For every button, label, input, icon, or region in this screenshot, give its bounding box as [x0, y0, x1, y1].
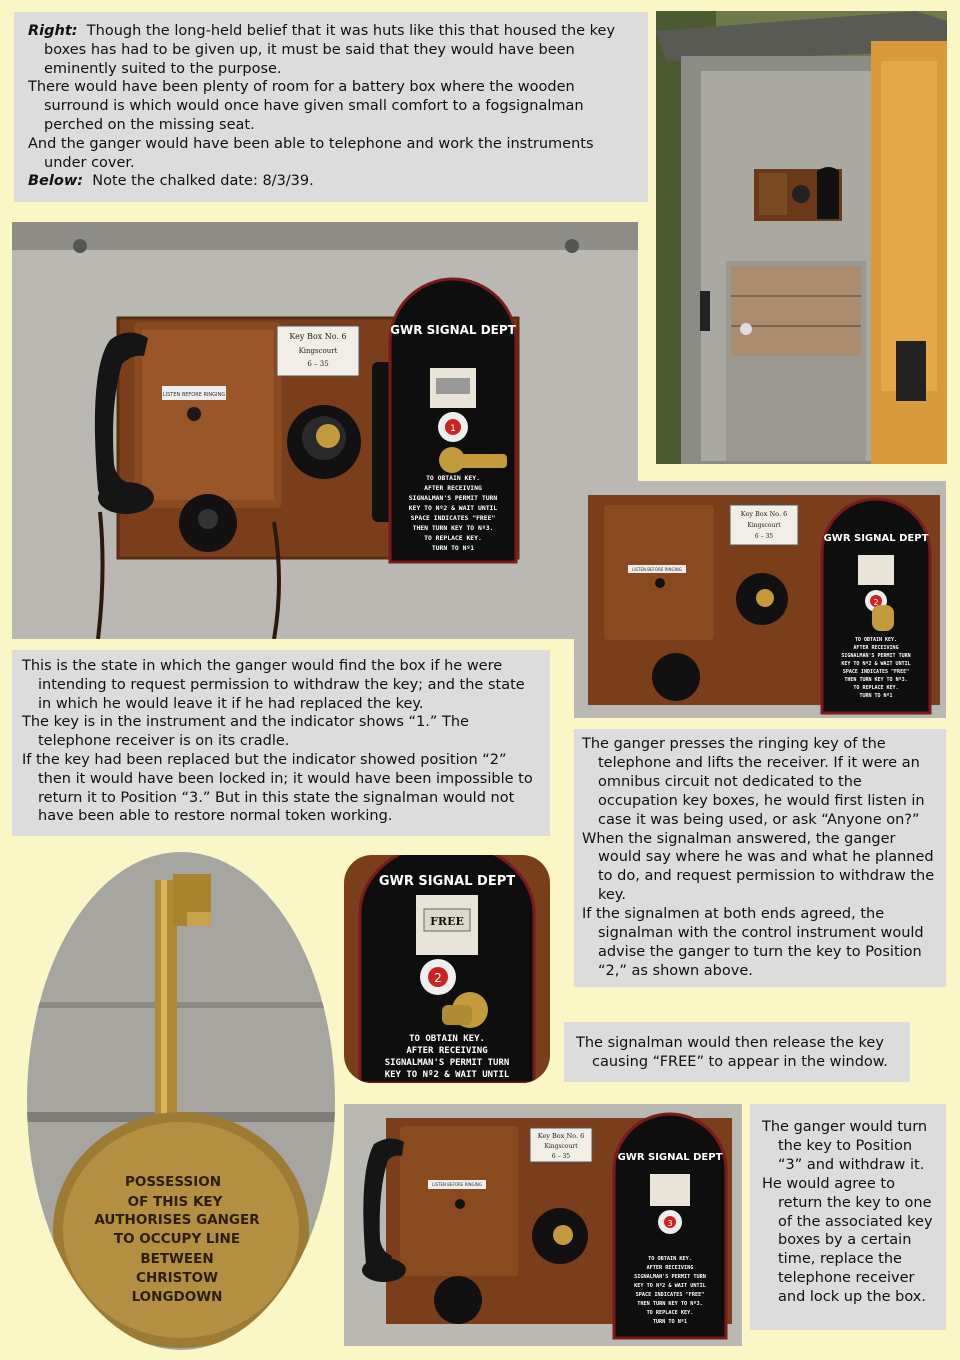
final-paragraph-1: The ganger would turn the key to Position “3” and withdraw it. [762, 1119, 928, 1173]
intro-caption [14, 12, 648, 202]
svg-text:Kingscourt: Kingscourt [544, 1143, 578, 1150]
ganger-paragraph-2: When the signalman answered, the ganger would say where he was and what he planned to do, and request permission to withdraw the key. [582, 830, 935, 904]
intro-paragraph-2: There would have been plenty of room for a battery box where the wooden surround is which would once have given small comfort to a fogsignalman perched on the missing seat. [28, 79, 584, 133]
svg-text:AFTER RECEIVING: AFTER RECEIVING [853, 645, 899, 651]
svg-text:LONGDOWN: LONGDOWN [131, 1289, 223, 1305]
intro-paragraph-4: Below: Note the chalked date: 8/3/39. [28, 173, 314, 190]
svg-text:6 – 35: 6 – 35 [551, 1153, 571, 1160]
svg-text:Key Box No. 6: Key Box No. 6 [537, 1132, 585, 1140]
svg-text:GWR SIGNAL DEPT: GWR SIGNAL DEPT [823, 533, 929, 544]
final-paragraph-2: He would agree to return the key to one of the associated key boxes by a certain time, replace the telephone receiver and lock up the box. [762, 1175, 933, 1306]
svg-text:6 – 35: 6 – 35 [754, 533, 774, 540]
svg-text:KEY TO Nº2 & WAIT UNTIL: KEY TO Nº2 & WAIT UNTIL [408, 504, 498, 512]
svg-text:TURN TO Nº1: TURN TO Nº1 [431, 544, 475, 552]
state-caption [12, 650, 550, 836]
svg-text:TURN TO Nº1: TURN TO Nº1 [652, 1319, 688, 1325]
svg-text:2: 2 [434, 971, 442, 985]
instrument-photo-position-3 [344, 1104, 742, 1346]
instrument-photo-main [12, 222, 638, 639]
svg-text:SPACE INDICATES "FREE": SPACE INDICATES "FREE" [635, 1292, 705, 1298]
svg-text:Key Box No. 6: Key Box No. 6 [740, 510, 788, 518]
svg-text:Kingscourt: Kingscourt [747, 522, 781, 529]
svg-text:AFTER RECEIVING: AFTER RECEIVING [406, 1046, 488, 1056]
svg-text:AFTER RECEIVING: AFTER RECEIVING [646, 1265, 694, 1271]
plate-title: Key Box No. 6 [289, 332, 347, 341]
svg-text:GWR SIGNAL DEPT: GWR SIGNAL DEPT [617, 1152, 723, 1163]
svg-text:SPACE INDICATES "FREE": SPACE INDICATES "FREE" [842, 669, 910, 675]
svg-text:LISTEN BEFORE RINGING: LISTEN BEFORE RINGING [632, 567, 682, 572]
state-paragraph-1: This is the state in which the ganger would find the box if he were intending to request permission to withdraw the key; and the state in which he would leave it if he had replaced the key. [22, 658, 525, 712]
svg-text:GWR SIGNAL DEPT: GWR SIGNAL DEPT [378, 874, 516, 889]
intro-paragraph-3: And the ganger would have been able to telephone and work the instruments under cover. [28, 135, 594, 171]
phone-label: LISTEN BEFORE RINGING [162, 392, 226, 398]
svg-text:THEN TURN KEY TO Nº3.: THEN TURN KEY TO Nº3. [844, 677, 908, 683]
svg-text:SIGNALMAN'S PERMIT TURN: SIGNALMAN'S PERMIT TURN [408, 494, 498, 502]
instrument-dept-label: GWR SIGNAL DEPT [390, 323, 516, 337]
svg-text:THEN TURN KEY TO Nº3.: THEN TURN KEY TO Nº3. [412, 524, 494, 532]
release-caption [564, 1022, 910, 1082]
svg-text:AFTER RECEIVING: AFTER RECEIVING [424, 484, 482, 492]
svg-text:KEY TO Nº2 & WAIT UNTIL: KEY TO Nº2 & WAIT UNTIL [841, 661, 911, 667]
svg-text:TO REPLACE KEY.: TO REPLACE KEY. [424, 534, 482, 542]
svg-text:CHRISTOW: CHRISTOW [136, 1270, 218, 1286]
svg-text:LISTEN BEFORE RINGING: LISTEN BEFORE RINGING [432, 1182, 482, 1187]
release-paragraph: The signalman would then release the key causing “FREE” to appear in the window. [576, 1035, 888, 1070]
svg-text:TO OBTAIN KEY.: TO OBTAIN KEY. [648, 1256, 692, 1262]
svg-text:SIGNALMAN'S PERMIT TURN: SIGNALMAN'S PERMIT TURN [841, 653, 911, 659]
svg-text:TO OBTAIN KEY.: TO OBTAIN KEY. [854, 637, 898, 643]
indicator-position-3: 3 [667, 1219, 673, 1228]
svg-text:SIGNALMAN'S PERMIT TURN: SIGNALMAN'S PERMIT TURN [634, 1274, 706, 1280]
svg-text:POSSESSION: POSSESSION [124, 1174, 222, 1190]
svg-text:BETWEEN: BETWEEN [140, 1251, 214, 1267]
svg-text:SPACE INDICATES "FREE": SPACE INDICATES "FREE" [410, 514, 496, 522]
indicator-position-1: 1 [450, 424, 456, 434]
hut-photo [656, 11, 947, 464]
svg-text:TO REPLACE KEY.: TO REPLACE KEY. [853, 685, 899, 691]
svg-text:AUTHORISES GANGER: AUTHORISES GANGER [94, 1212, 260, 1228]
final-caption [750, 1104, 946, 1330]
svg-text:TO OCCUPY LINE: TO OCCUPY LINE [113, 1231, 241, 1247]
indicator-position-2: 2 [873, 598, 879, 607]
svg-text:TO OBTAIN KEY.: TO OBTAIN KEY. [426, 474, 480, 482]
svg-text:KEY TO Nº2 & WAIT UNTIL: KEY TO Nº2 & WAIT UNTIL [634, 1283, 706, 1289]
ganger-caption [574, 729, 946, 987]
free-window-photo [344, 855, 550, 1083]
svg-text:TO REPLACE KEY.: TO REPLACE KEY. [646, 1310, 694, 1316]
svg-text:OF THIS KEY: OF THIS KEY [127, 1194, 223, 1210]
plate-place: Kingscourt [298, 347, 338, 355]
svg-text:KEY TO Nº2 & WAIT UNTIL: KEY TO Nº2 & WAIT UNTIL [384, 1070, 510, 1080]
instrument-photo-position-2 [574, 481, 946, 718]
state-paragraph-3: If the key had been replaced but the indicator showed position “2” then it would have been locked in; it would have been impossible to return it to Position “3.” But in this state the signalman would not have been able to restore normal token working. [22, 751, 533, 825]
intro-paragraph-1: Right: Though the long-held belief that it was huts like this that housed the key boxes has had to be given up, it must be said that they would have been eminently suited to the purpose. [28, 23, 616, 77]
svg-text:TO OBTAIN KEY.: TO OBTAIN KEY. [409, 1034, 485, 1044]
ganger-paragraph-3: If the signalmen at both ends agreed, the signalman with the control instrument would advise the ganger to turn the key to Position “2,” as shown above. [582, 906, 924, 979]
svg-text:SIGNALMAN'S PERMIT TURN: SIGNALMAN'S PERMIT TURN [384, 1058, 510, 1068]
key-photo [27, 852, 335, 1350]
window-free: FREE [430, 915, 464, 928]
ganger-paragraph-1: The ganger presses the ringing key of the telephone and lifts the receiver. If it were an omnibus circuit not dedicated to the occupation key boxes, he would first listen in case it was being used, or ask “Anyone on?” [582, 736, 925, 828]
svg-text:THEN TURN KEY TO Nº3.: THEN TURN KEY TO Nº3. [637, 1301, 703, 1307]
state-paragraph-2: The key is in the instrument and the indicator shows “1.” The telephone receiver is on its cradle. [22, 714, 469, 750]
svg-text:TURN TO Nº1: TURN TO Nº1 [859, 693, 893, 699]
plate-mileage: 6 – 35 [307, 360, 329, 368]
